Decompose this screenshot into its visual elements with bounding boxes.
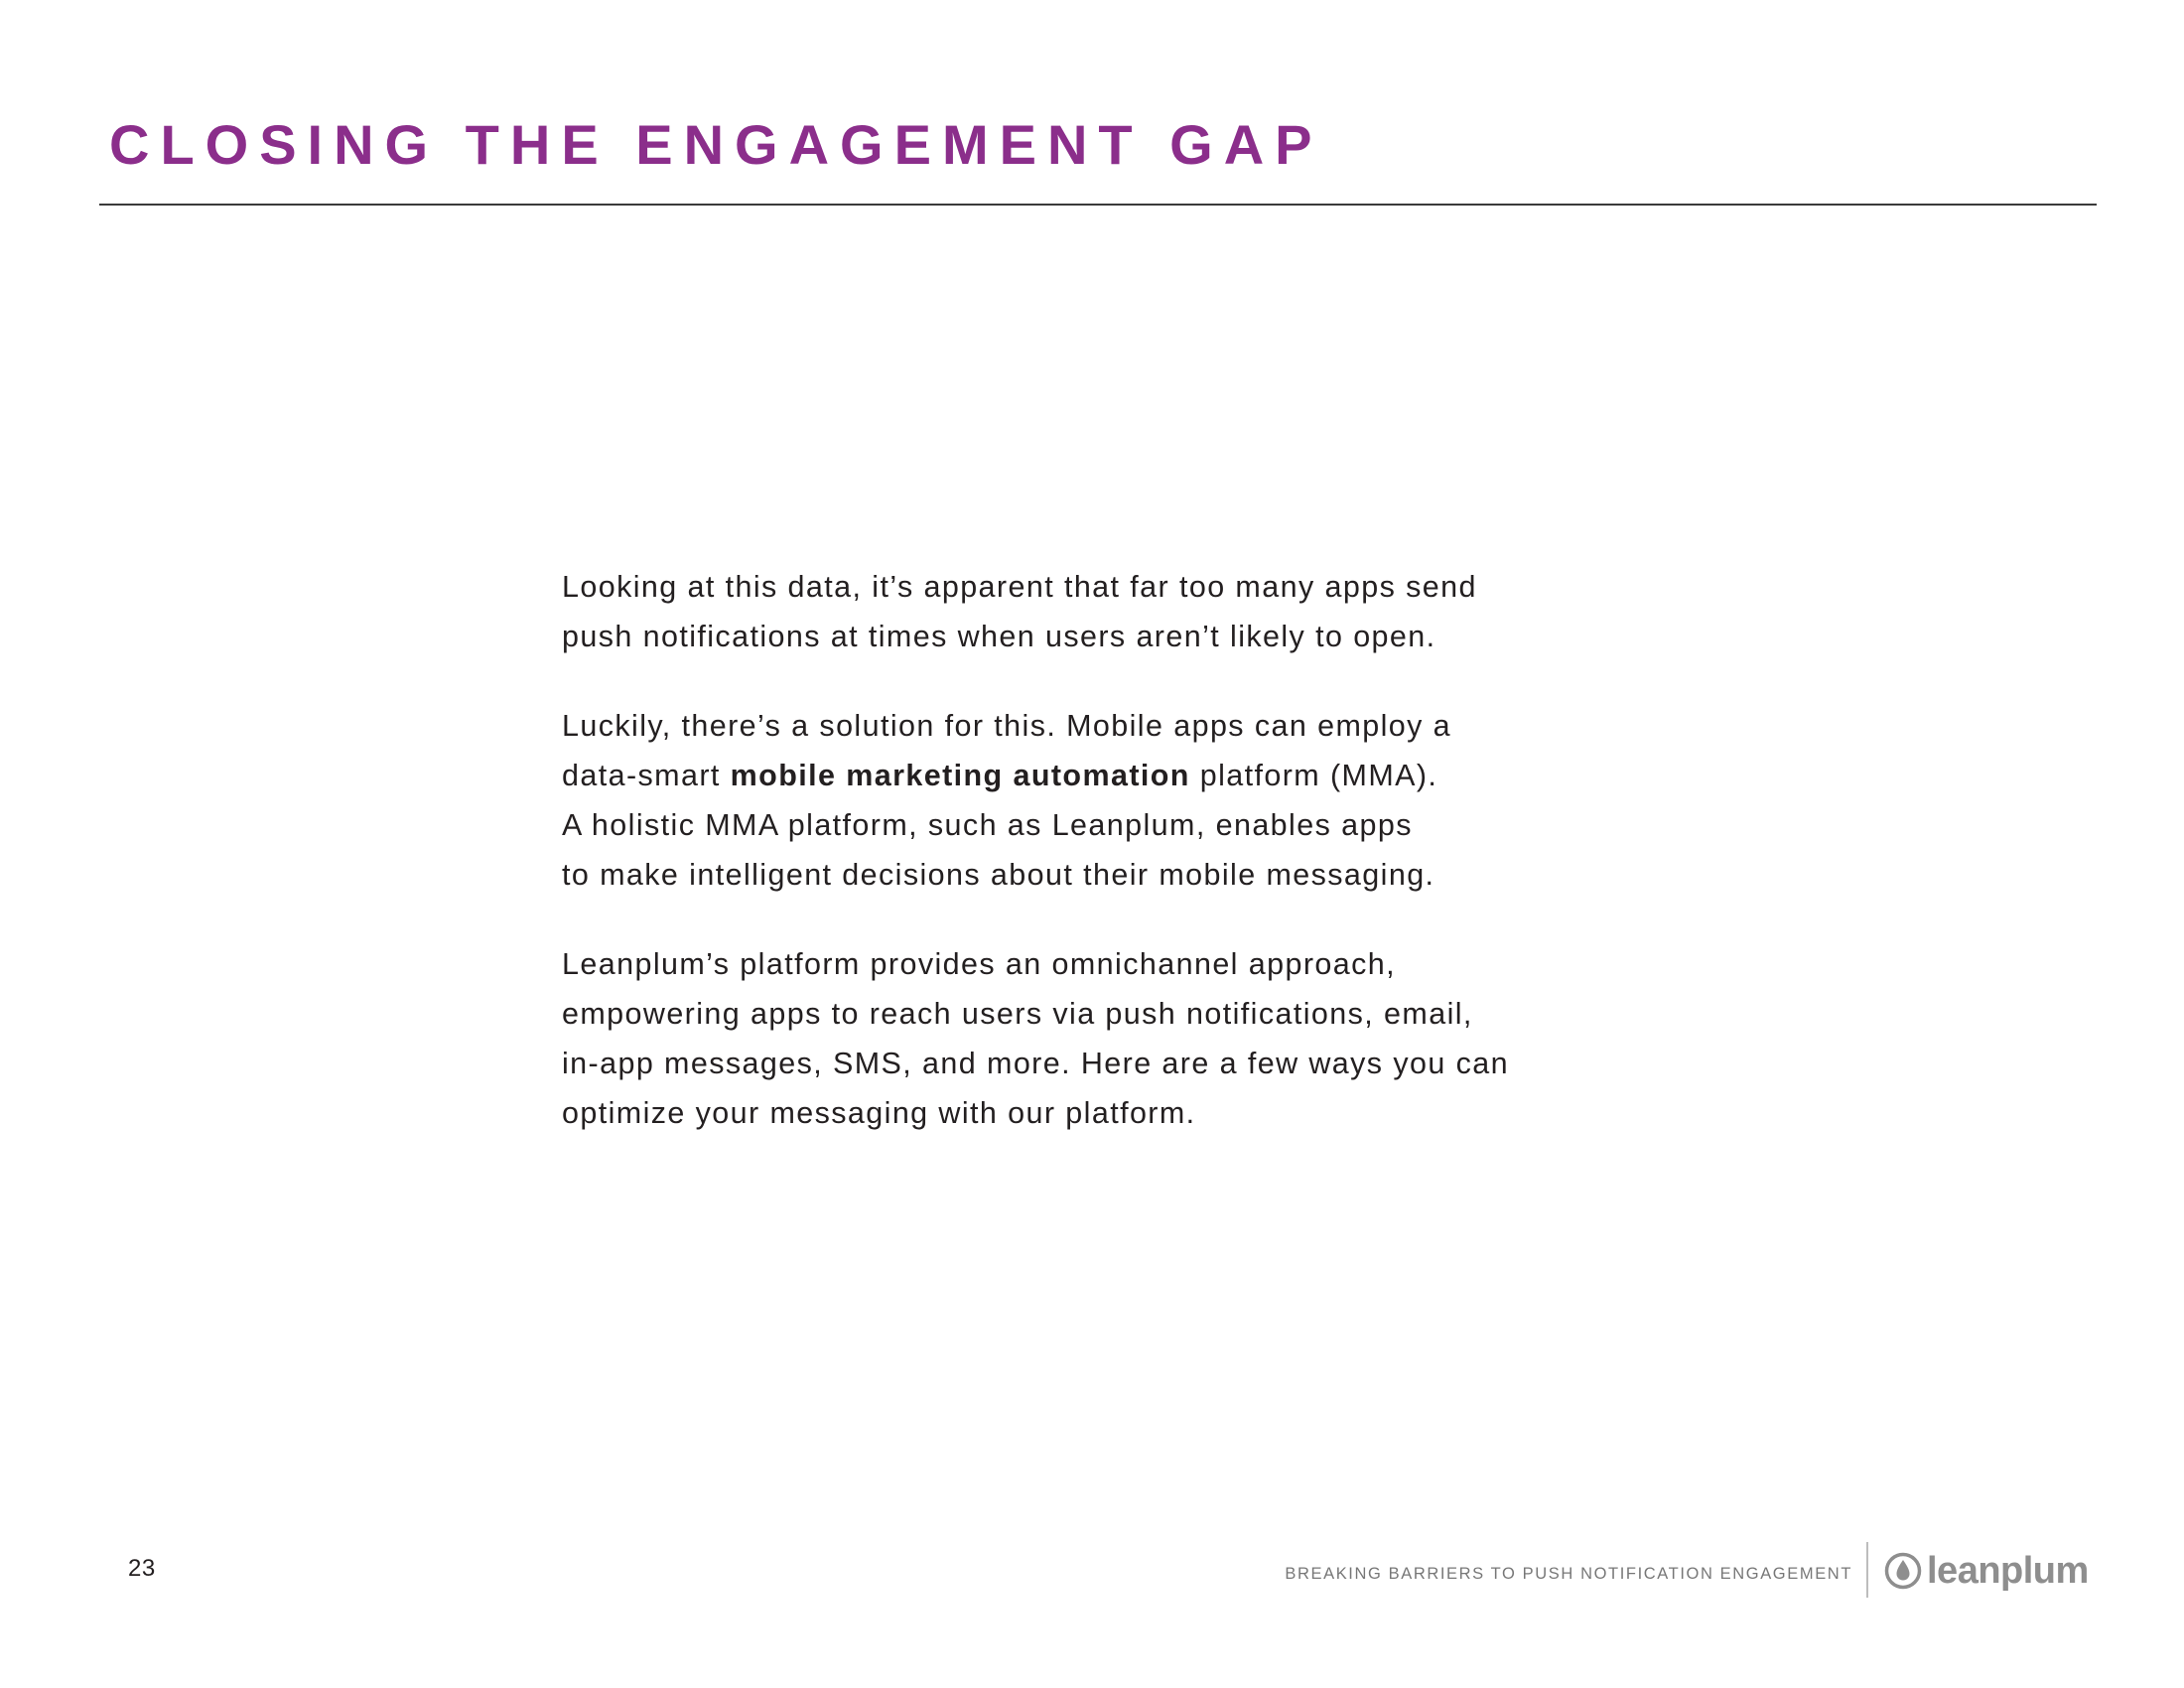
paragraph-2-line-2-start: data-smart: [562, 759, 731, 792]
paragraph-3-line-3: in-app messages, SMS, and more. Here are a few ways you can: [562, 1047, 1509, 1080]
body-text: [562, 562, 1634, 1178]
title-divider: [99, 204, 2097, 206]
paragraph-3-line-2: empowering apps to reach users via push notifications, email,: [562, 997, 1473, 1031]
footer-document-title: BREAKING BARRIERS TO PUSH NOTIFICATION ENGAGEMENT: [1285, 1565, 1852, 1583]
paragraph-2-line-2-end: platform (MMA).: [1189, 759, 1438, 792]
paragraph-1-line-1: Looking at this data, it’s apparent that far too many apps send: [562, 570, 1477, 604]
leanplum-drop-icon: [1883, 1551, 1923, 1591]
mma-emphasis: mobile marketing automation: [730, 759, 1190, 792]
page-number: 23: [128, 1555, 156, 1582]
footer-divider: [1866, 1542, 1868, 1598]
paragraph-2-line-1: Luckily, there’s a solution for this. Mobile apps can employ a: [562, 709, 1452, 743]
logo-text: leanplum: [1927, 1550, 2089, 1592]
leanplum-logo: [1883, 1549, 2089, 1593]
paragraph-1-line-2: push notifications at times when users aren’t likely to open.: [562, 620, 1436, 653]
paragraph-3-line-1: Leanplum’s platform provides an omnichannel approach,: [562, 947, 1396, 981]
paragraph-2: [562, 701, 1634, 900]
paragraph-2-line-4: to make intelligent decisions about their mobile messaging.: [562, 858, 1435, 892]
paragraph-2-line-3: A holistic MMA platform, such as Leanplum, enables apps: [562, 808, 1413, 842]
paragraph-1: [562, 562, 1634, 661]
paragraph-3-line-4: optimize your messaging with our platform.: [562, 1096, 1196, 1130]
page-title: CLOSING THE ENGAGEMENT GAP: [109, 113, 1323, 176]
paragraph-2-line-2: [562, 751, 1634, 800]
paragraph-3: [562, 939, 1634, 1138]
